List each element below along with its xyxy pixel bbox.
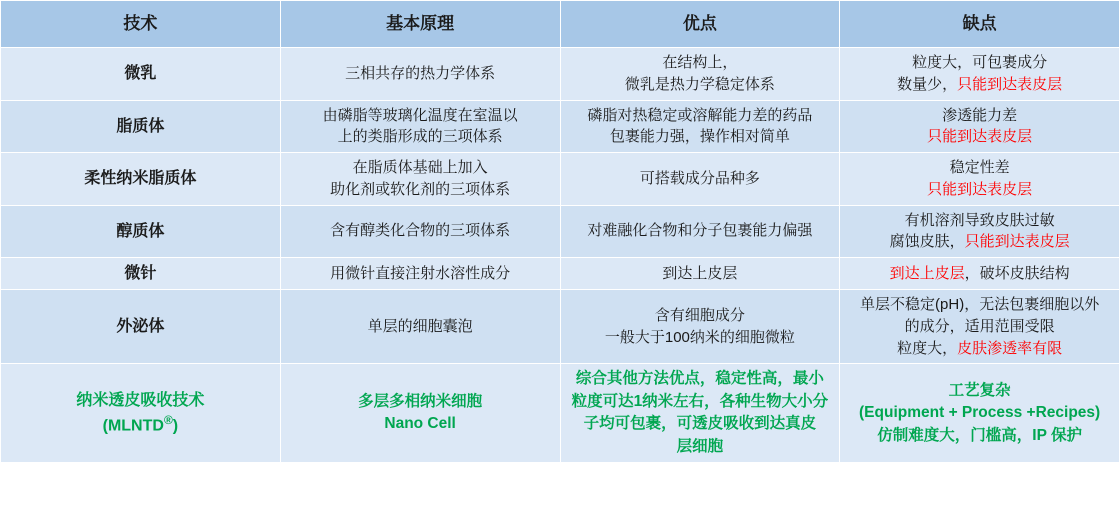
- text-line: [846, 157, 1113, 179]
- cell-technology-name: [1, 258, 281, 290]
- plain-text: 有机溶剂导致皮肤过敏: [904, 211, 1055, 229]
- text-line: [846, 294, 1113, 316]
- plain-text: 粒度大，: [897, 339, 958, 357]
- text-line: 包裹能力强，操作相对简单: [609, 128, 790, 146]
- highlighted-text: 只能到达表皮层: [957, 75, 1063, 93]
- cell-technology-name: [1, 48, 281, 101]
- text-line: [846, 263, 1113, 285]
- plain-text: ，破坏皮肤结构: [964, 264, 1070, 282]
- highlighted-text: 只能到达表皮层: [964, 233, 1070, 251]
- registered-trademark-mark: ®: [163, 413, 173, 428]
- text-line: 在脂质体基础上加入: [352, 159, 488, 176]
- column-header-disadvantages: 缺点: [840, 1, 1120, 48]
- cell-disadvantages: [840, 48, 1120, 101]
- text-line: 一般大于100纳米的细胞微粒: [604, 328, 795, 346]
- table-body: [1, 48, 1120, 463]
- text-line: [846, 52, 1113, 74]
- table-row: [1, 364, 1120, 463]
- cell-disadvantages: [840, 205, 1120, 258]
- highlighted-text: 只能到达表皮层: [927, 180, 1033, 198]
- column-header-advantages: 优点: [560, 1, 840, 48]
- plain-text: 单层不稳定(pH)，无法包裹细胞以外: [860, 296, 1100, 314]
- text-line: 上的类脂形成的三项体系: [337, 128, 503, 146]
- text-line: [846, 179, 1113, 201]
- cell-technology-name: [1, 205, 281, 258]
- text-line: 柔性纳米脂质体: [84, 170, 197, 188]
- plain-text: 数量少，: [897, 75, 958, 93]
- cell-disadvantages: [840, 364, 1120, 463]
- text-line: 由磷脂等玻璃化温度在室温以: [322, 106, 518, 124]
- text-line: 微乳是热力学稳定体系: [624, 75, 775, 93]
- cell-technology-name: [1, 153, 281, 206]
- cell-principle: [280, 205, 560, 258]
- table-row: [1, 153, 1120, 206]
- table-row: [1, 205, 1120, 258]
- text-line: 层细胞: [676, 437, 724, 455]
- highlighted-text: 皮肤渗透率有限: [957, 339, 1063, 357]
- plain-text: 工艺复杂: [948, 381, 1011, 399]
- text-line: 综合其他方法优点，稳定性高，最小: [575, 370, 824, 388]
- cell-disadvantages: [840, 258, 1120, 290]
- text-line: 三相共存的热力学体系: [345, 64, 496, 82]
- text-line: 用微针直接注射水溶性成分: [330, 264, 511, 282]
- text-line: 脂质体: [116, 117, 165, 135]
- cell-disadvantages: [840, 100, 1120, 153]
- text-line: 含有醇类化合物的三项体系: [330, 222, 511, 240]
- table-row: [1, 48, 1120, 101]
- text-line: [846, 380, 1113, 402]
- cell-advantages: [560, 258, 840, 290]
- text-line: 磷脂对热稳定或溶解能力差的药品: [587, 106, 813, 124]
- cell-principle: [280, 364, 560, 463]
- cell-advantages: [560, 290, 840, 364]
- text-line: 助化剂或软化剂的三项体系: [330, 180, 511, 198]
- column-header-technology: 技术: [1, 1, 281, 48]
- cell-advantages: [560, 205, 840, 258]
- text-line: [846, 338, 1113, 360]
- cell-advantages: [560, 364, 840, 463]
- cell-principle: [280, 100, 560, 153]
- table-row: [1, 290, 1120, 364]
- text-line: (MLNTD®): [102, 413, 179, 435]
- highlighted-text: 到达上皮层: [889, 264, 965, 282]
- column-header-principle: 基本原理: [280, 1, 560, 48]
- cell-disadvantages: [840, 290, 1120, 364]
- cell-principle: [280, 290, 560, 364]
- table-header-row: [1, 1, 1120, 48]
- text-line: 醇质体: [116, 222, 165, 240]
- text-line: Nano Cell: [384, 415, 456, 433]
- plain-text: 腐蚀皮肤，: [889, 233, 965, 251]
- text-line: [846, 402, 1113, 424]
- cell-advantages: [560, 100, 840, 153]
- cell-principle: [280, 258, 560, 290]
- cell-principle: [280, 48, 560, 101]
- cell-technology-name: [1, 290, 281, 364]
- text-line: [846, 425, 1113, 447]
- plain-text: 稳定性差: [949, 159, 1010, 176]
- text-line: 微针: [124, 265, 157, 282]
- cell-principle: [280, 153, 560, 206]
- text-line: 外泌体: [116, 318, 165, 336]
- text-line: [846, 210, 1113, 232]
- table-row: [1, 258, 1120, 290]
- cell-disadvantages: [840, 153, 1120, 206]
- text-line: 可搭载成分品种多: [639, 169, 760, 187]
- text-line: 多层多相纳米细胞: [358, 392, 483, 410]
- text-line: 微乳: [124, 65, 157, 83]
- plain-text: (Equipment + Process +Recipes): [859, 404, 1101, 422]
- text-line: 粒度可达1纳米左右，各种生物大小分: [571, 392, 829, 410]
- text-line: 子均可包裹，可透皮吸收到达真皮: [583, 415, 817, 433]
- text-line: 含有细胞成分: [654, 307, 745, 325]
- plain-text: 粒度大，可包裹成分: [912, 54, 1048, 71]
- plain-text: 渗透能力差: [942, 106, 1018, 124]
- text-line: [846, 105, 1113, 127]
- plain-text: 的成分，适用范围受限: [904, 317, 1055, 335]
- cell-technology-name: [1, 364, 281, 463]
- cell-advantages: [560, 153, 840, 206]
- text-line: [846, 231, 1113, 253]
- text-line: 到达上皮层: [662, 264, 738, 282]
- table-header: [1, 1, 1120, 48]
- text-line: 纳米透皮吸收技术: [76, 392, 205, 410]
- text-line: [846, 316, 1113, 338]
- text-line: 对难融化合物和分子包裹能力偏强: [587, 222, 813, 240]
- cell-technology-name: [1, 100, 281, 153]
- highlighted-text: 只能到达表皮层: [927, 128, 1033, 146]
- text-line: 在结构上，: [662, 54, 738, 71]
- text-line: 单层的细胞囊泡: [367, 317, 473, 335]
- text-line: [846, 74, 1113, 96]
- cell-advantages: [560, 48, 840, 101]
- table-row: [1, 100, 1120, 153]
- text-line: [846, 126, 1113, 148]
- plain-text: 仿制难度大，门槛高，IP 保护: [877, 426, 1082, 444]
